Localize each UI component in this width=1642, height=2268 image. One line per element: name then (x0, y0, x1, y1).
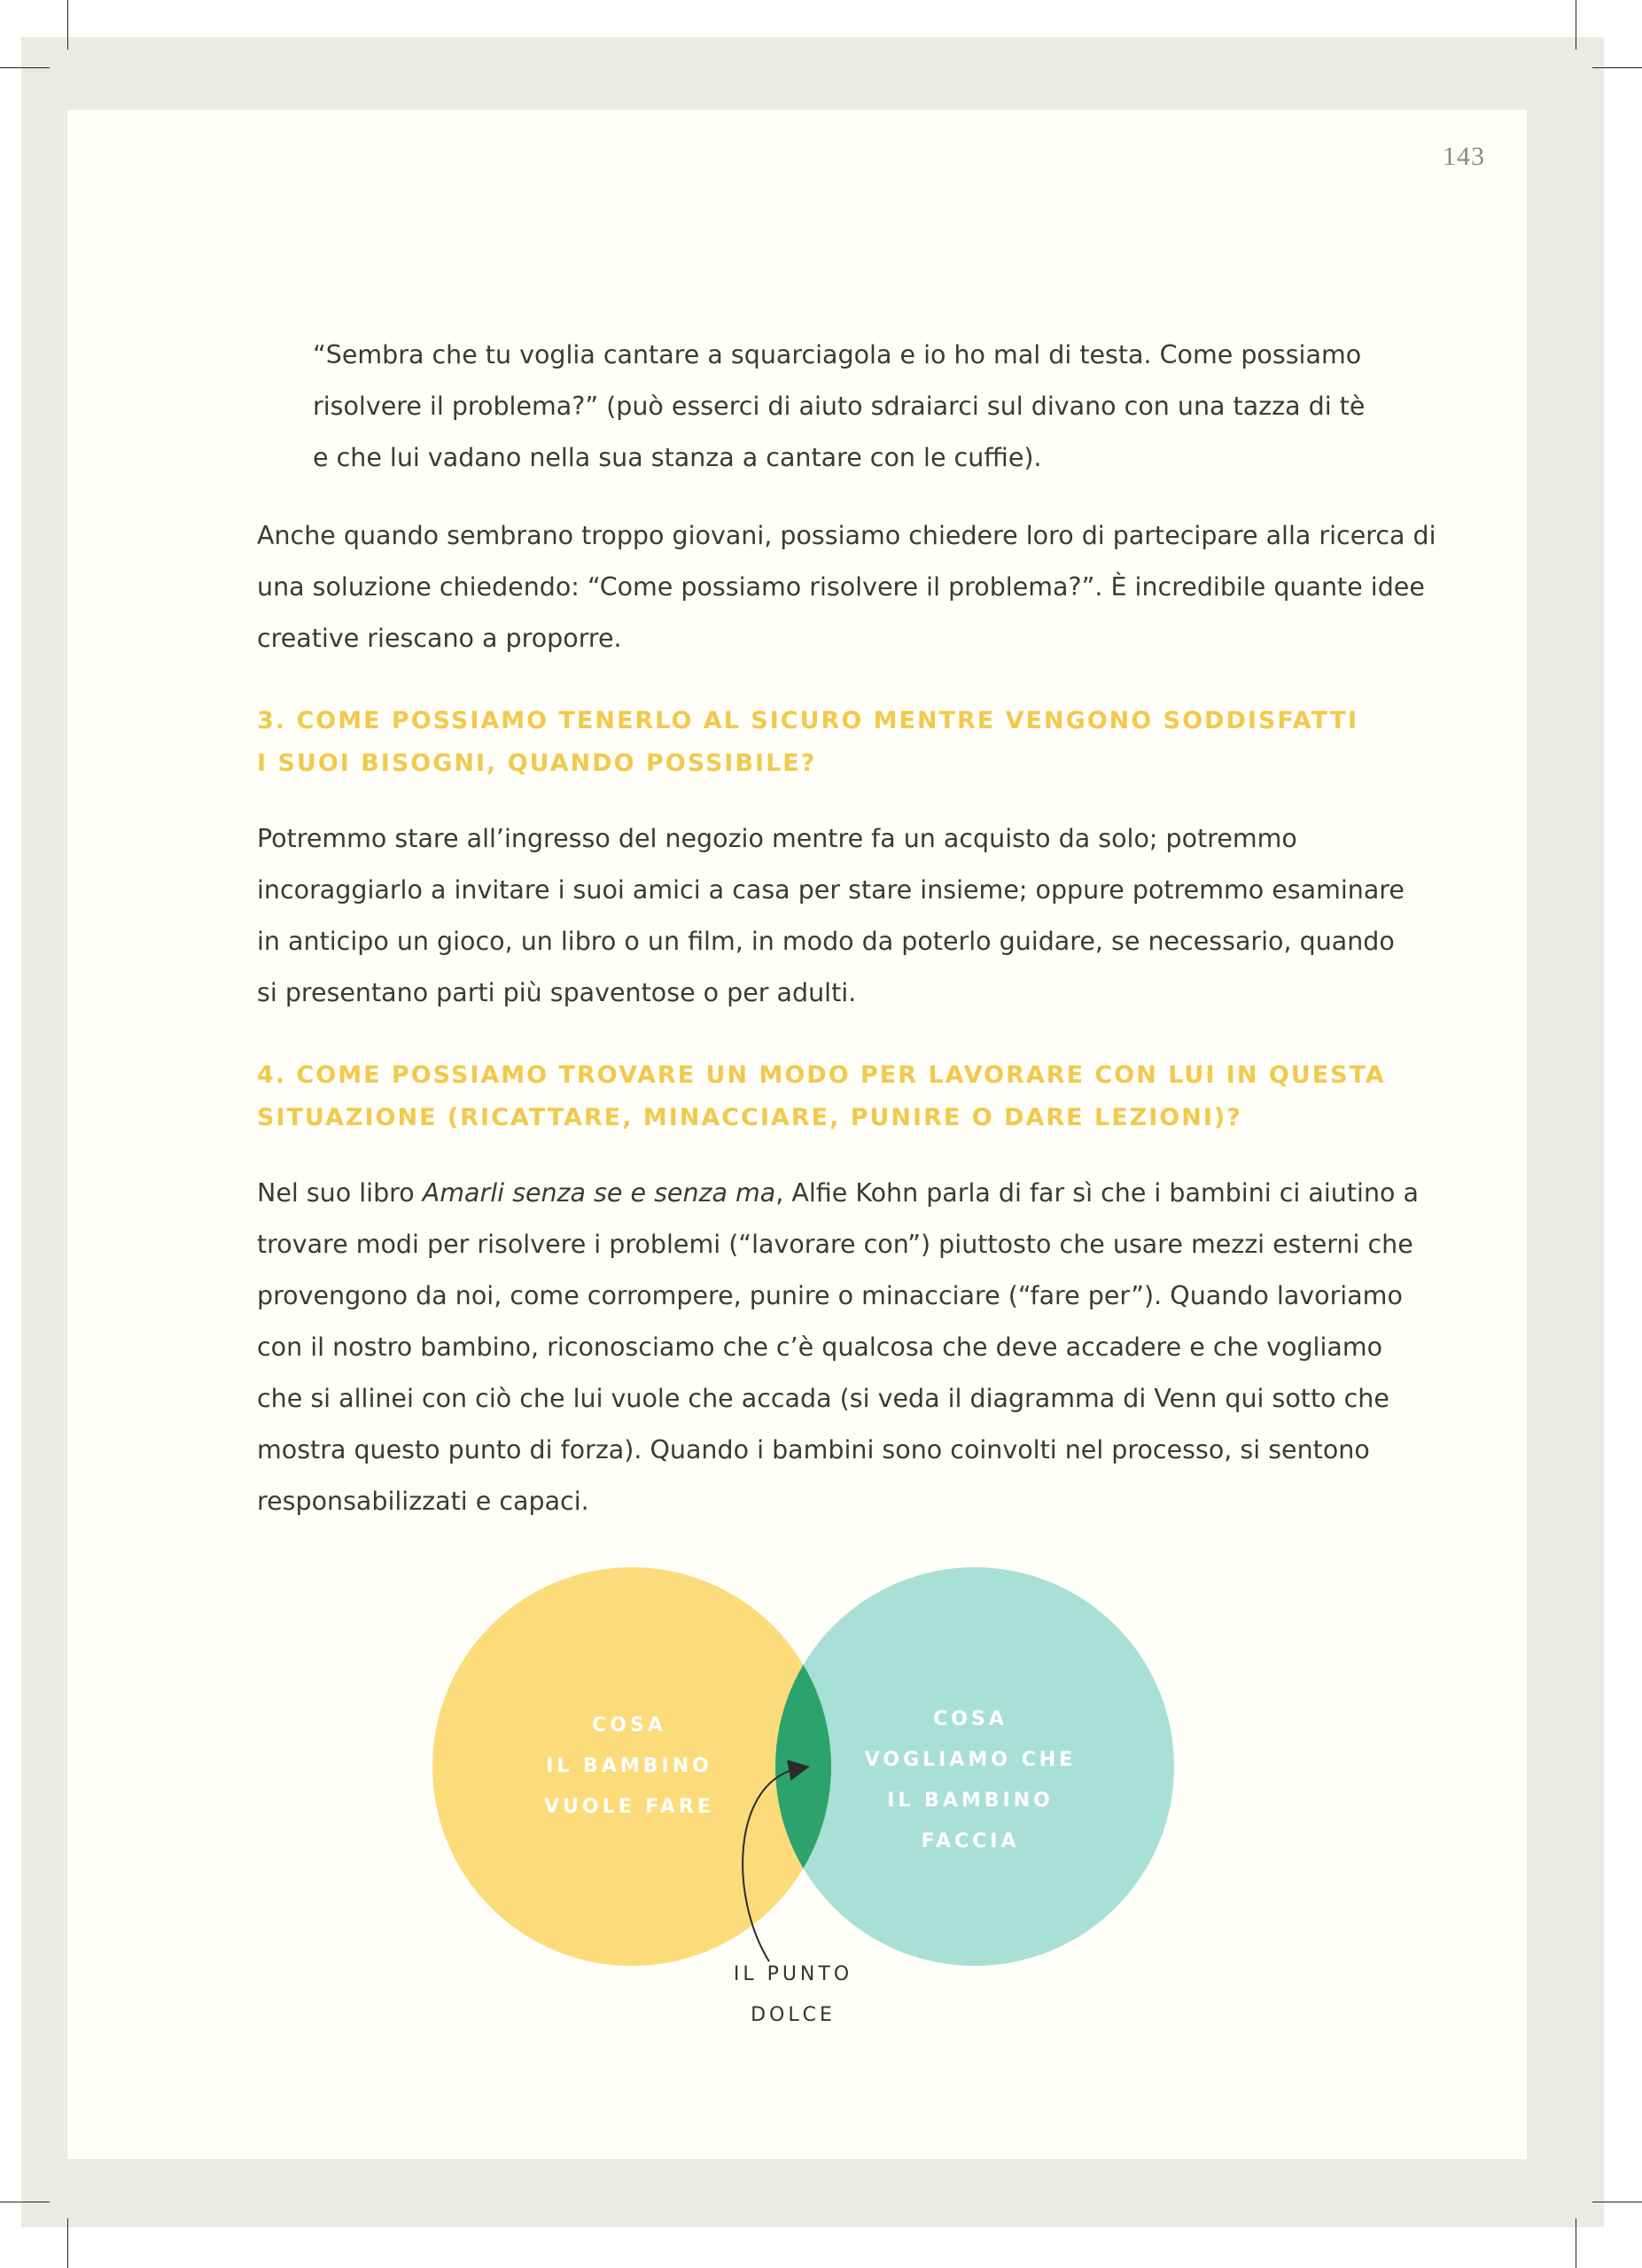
crop-mark (0, 67, 50, 68)
paragraph-line: mostra questo punto di forza). Quando i bambini sono coinvolti nel processo, si sentono (257, 1435, 1370, 1464)
text-run: Nel suo libro (257, 1178, 423, 1208)
paragraph-2 (257, 813, 1405, 1019)
paragraph-line: provengono da noi, come corrompere, punire o minacciare (“fare per”). Quando lavoriamo (257, 1281, 1403, 1310)
page-number: 143 (1443, 142, 1485, 171)
paragraph-line: Potremmo stare all’ingresso del negozio mentre fa un acquisto da solo; potremmo (257, 824, 1297, 853)
venn-label-line: VOGLIAMO CHE (864, 1749, 1077, 1771)
section-heading-4 (257, 1054, 1386, 1139)
heading-line: 3. COME POSSIAMO TENERLO AL SICURO MENTRE VENGONO SODDISFATTI (257, 707, 1358, 734)
section-heading-3 (257, 700, 1358, 785)
venn-left-label (523, 1705, 735, 1828)
paragraph-line: Anche quando sembrano troppo giovani, possiamo chiedere loro di partecipare alla ricerca di (257, 521, 1436, 550)
crop-mark (67, 0, 68, 50)
text-run: , Alfie Kohn parla di far sì che i bambini ci aiutino a (775, 1178, 1419, 1208)
paragraph-line: incoraggiarlo a invitare i suoi amici a casa per stare insieme; oppure potremmo esaminare (257, 875, 1405, 905)
paragraph-line: creative riescano a proporre. (257, 624, 622, 653)
quote-line: e che lui vadano nella sua stanza a cantare con le cuffie). (313, 443, 1042, 472)
venn-label-line: FACCIA (921, 1830, 1020, 1852)
heading-line: I SUOI BISOGNI, QUANDO POSSIBILE? (257, 750, 817, 777)
paragraph-line: responsabilizzati e capaci. (257, 1487, 589, 1516)
venn-label-line: COSA (592, 1714, 666, 1736)
paragraph-line: con il nostro bambino, riconosciamo che c’è qualcosa che deve accadere e che vogliamo (257, 1332, 1383, 1362)
quote-line: “Sembra che tu voglia cantare a squarciagola e io ho mal di testa. Come possiamo (313, 340, 1362, 369)
venn-label-line: COSA (933, 1708, 1008, 1730)
venn-right-label (851, 1699, 1090, 1862)
crop-mark (1592, 67, 1642, 68)
paragraph-1 (257, 510, 1436, 664)
venn-label-line: IL BAMBINO (887, 1790, 1054, 1812)
paragraph-line: una soluzione chiedendo: “Come possiamo risolvere il problema?”. È incredibile quante idee (257, 572, 1425, 602)
quote-line: risolvere il problema?” (può esserci di aiuto sdraiarci sul divano con una tazza di tè (313, 392, 1366, 421)
paragraph-line: trovare modi per risolvere i problemi (“lavorare con”) piuttosto che usare mezzi esterni che (257, 1230, 1413, 1259)
venn-label-line: IL PUNTO (733, 1963, 853, 1985)
venn-label-line: VUOLE FARE (544, 1796, 714, 1818)
heading-line: SITUAZIONE (RICATTARE, MINACCIARE, PUNIRE O DARE LEZIONI)? (257, 1104, 1242, 1131)
paragraph-line: che si allinei con ciò che lui vuole che accada (si veda il diagramma di Venn qui sotto che (257, 1384, 1389, 1413)
paragraph-3 (257, 1168, 1419, 1527)
quote-block (313, 330, 1365, 484)
paragraph-line: si presentano parti più spaventose o per adulti. (257, 978, 857, 1007)
book-title: Amarli senza se e senza ma (422, 1178, 776, 1208)
crop-mark (67, 2218, 68, 2268)
heading-line: 4. COME POSSIAMO TROVARE UN MODO PER LAVORARE CON LUI IN QUESTA (257, 1061, 1386, 1089)
venn-label-line: IL BAMBINO (546, 1755, 712, 1777)
paragraph-line (257, 1168, 1419, 1219)
venn-label-line: DOLCE (751, 2004, 836, 2026)
paragraph-line: in anticipo un gioco, un libro o un film, in modo da poterlo guidare, se necessario, quando (257, 927, 1395, 956)
venn-intersection-label (709, 1954, 877, 2036)
